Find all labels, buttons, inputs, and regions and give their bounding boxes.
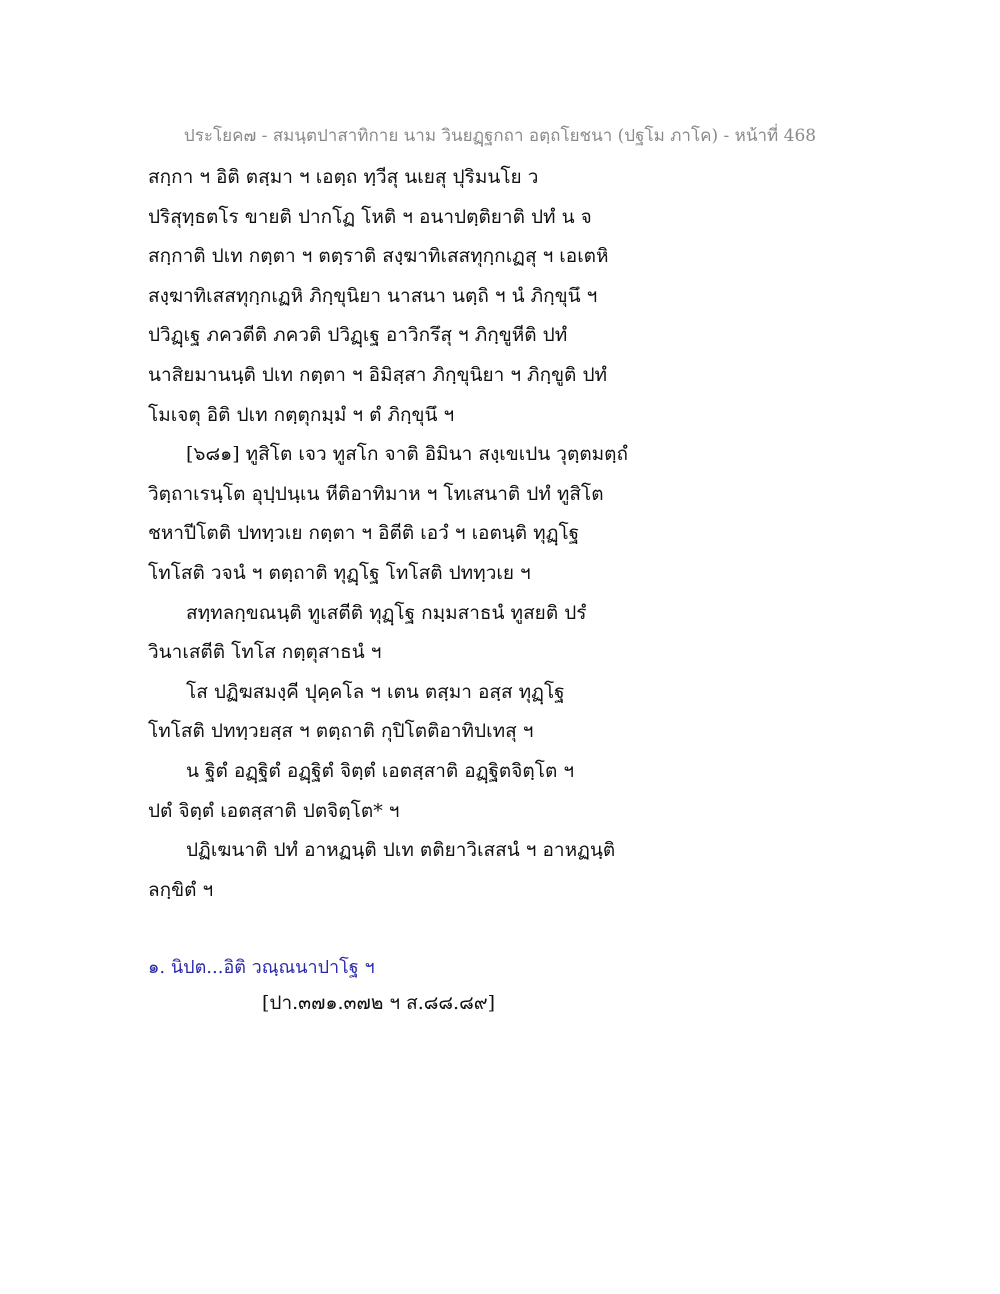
text-line: ปตํ จิตฺตํ เอตสฺสาติ ปตจิตฺโต* ฯ [148,799,400,822]
text-line: ลกฺขิตํ ฯ [148,878,214,901]
text-line: โมเจตุ อิติ ปเท กตฺตุกมฺมํ ฯ ตํ ภิกฺขุนึ ฯ [148,403,455,426]
page-reference: [ปา.๓๗๑.๓๗๒ ฯ ส.๘๘.๘๙] [262,992,496,1014]
text-line: โทโสติ ปททฺวยสฺส ฯ ตตฺถาติ กุปิโตติอาทิปเทสุ ฯ [148,720,534,743]
text-line: โทโสติ วจนํ ฯ ตตฺถาติ ทุฏฺโฐ โทโสติ ปททฺวเย ฯ [148,561,531,584]
text-line: สกฺกา ฯ อิติ ตสฺมา ฯ เอตฺถ ทฺวีสุ นเยสุ ปุริมนโย ว [148,166,539,188]
text-line: วินาเสตีติ โทโส กตฺตุสาธนํ ฯ [148,641,382,664]
text-line: วิตฺถาเรนฺโต อุปฺปนฺเน หีติอาทิมาห ฯ โทเสนาติ ปทํ ทูสิโต [148,482,604,505]
footnote: ๑. นิปต...อิติ วณฺณนาปาโฐ ฯ [148,957,375,978]
text-line: สกฺกาติ ปเท กตฺตา ฯ ตตฺราติ สงฺฆาทิเสสทุกฺกเฏสุ ฯ เอเตหิ [148,245,609,268]
paragraph-start-line: โส ปฏิฆสมงฺคี ปุคฺคโล ฯ เตน ตสฺมา อสฺส ทุฏฺโฐ [186,680,565,703]
running-header: ประโยค๗ - สมนฺตปาสาทิกาย นาม วินยฏฺฐกถา อตฺถโยชนา (ปฐโม ภาโค) - หน้าที่ 468 [183,126,817,146]
text-line: สงฺฆาทิเสสทุกฺกเฏหิ ภิกฺขุนิยา นาสนา นตฺถิ ฯ นํ ภิกฺขุนึ ฯ [148,284,598,307]
paragraph-start-line: [๖๘๑] ทูสิโต เจว ทูสโก จาติ อิมินา สงฺเขเปน วุตฺตมตฺถํ [186,443,629,466]
paragraph-start-line: ปฏิเฆนาติ ปทํ อาหฏนฺติ ปเท ตติยาวิเสสนํ ฯ อาหฏนฺติ [186,839,616,862]
text-line: ปวิฏฺเฐ ภควตีติ ภควติ ปวิฏฺเฐ อาวิกรึสุ ฯ ภิกฺขูหีติ ปทํ [148,324,568,347]
text-line: ปริสุทฺธตโร ขายติ ปากโฏ โหติ ฯ อนาปตฺติยาติ ปทํ น จ [148,205,592,228]
paragraph-start-line: สทฺทลกฺขณนฺติ ทูเสตีติ ทุฏฺโฐ กมฺมสาธนํ ทูสยติ ปรํ [186,601,587,624]
paragraph-start-line: น ฐิตํ อฏฺฐิตํ อฏฺฐิตํ จิตฺตํ เอตสฺสาติ อฏฺฐิตจิตฺโต ฯ [186,759,574,782]
text-line: ชหาปีโตติ ปททฺวเย กตฺตา ฯ อิตีติ เอวํ ฯ เอตนฺติ ทุฏฺโฐ [148,522,580,545]
body-text [148,158,868,910]
text-line: นาสิยมานนฺติ ปเท กตฺตา ฯ อิมิสฺสา ภิกฺขุนิยา ฯ ภิกฺขูติ ปทํ [148,363,608,386]
